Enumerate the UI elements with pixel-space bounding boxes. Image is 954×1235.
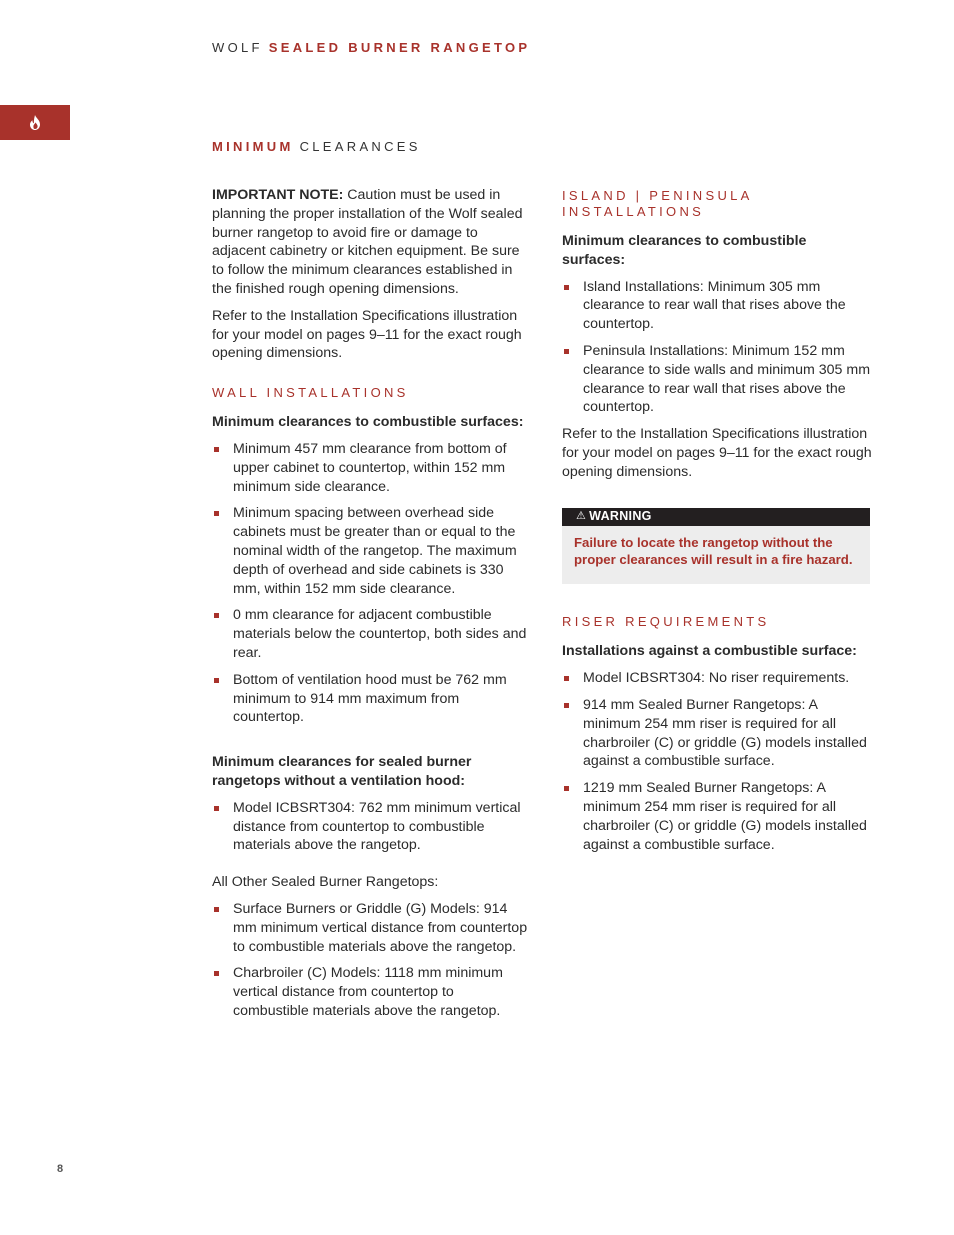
- flame-icon: [29, 115, 41, 130]
- list-item-text: Island Installations: Minimum 305 mm clearance to rear wall that rises above the countertop.: [583, 278, 846, 333]
- bullet-icon: [564, 703, 569, 708]
- wall-installations-heading: WALL INSTALLATIONS: [212, 385, 409, 401]
- important-note: [212, 186, 528, 299]
- list-item: [212, 900, 528, 956]
- section-title: [212, 139, 421, 154]
- list-item: [212, 964, 528, 1020]
- list-item-text: Minimum spacing between overhead side cabinets must be greater than or equal to the nominal width of the rangetop. The maximum depth of overhead and side cabinets is 330 mm, within 152 mm side clearance.: [233, 505, 517, 597]
- riser-subhead: Installations against a combustible surface:: [562, 643, 857, 660]
- bullet-icon: [214, 971, 219, 976]
- left-column: [212, 186, 528, 1029]
- list-item: [562, 342, 872, 417]
- list-item-text: 914 mm Sealed Burner Rangetops: A minimum 254 mm riser is required for all charbroiler (C) or griddle (G) models installed against a combustible surface.: [583, 696, 867, 770]
- right-column: [562, 186, 872, 862]
- list-item-text: Minimum 457 mm clearance from bottom of upper cabinet to countertop, within 152 mm minimum side clearance.: [233, 440, 507, 495]
- important-note-text: Caution must be used in planning the proper installation of the Wolf sealed burner rangetop to avoid fire or damage to adjacent cabinetry or kitchen equipment. Be sure to follow the minimum clearances established in the finished rough opening dimensions.: [212, 187, 523, 297]
- island-heading: ISLAND | PENINSULA INSTALLATIONS: [562, 188, 752, 219]
- refer-paragraph: Refer to the Installation Specifications illustration for your model on pages 9–11 for the exact rough opening dimensions.: [562, 426, 872, 480]
- section-title-strong: MINIMUM: [212, 139, 294, 154]
- warning-header: [562, 508, 870, 526]
- wall-list: [212, 440, 528, 727]
- nohood-subhead: Minimum clearances for sealed burner rangetops without a ventilation hood:: [212, 754, 472, 789]
- nohood-list: [212, 799, 528, 855]
- list-item: [562, 669, 872, 688]
- bullet-icon: [564, 676, 569, 681]
- list-item-text: Model ICBSRT304: 762 mm minimum vertical distance from countertop to combustible materials above the rangetop.: [233, 799, 521, 854]
- list-item: [562, 779, 872, 854]
- riser-heading: RISER REQUIREMENTS: [562, 614, 770, 630]
- list-item: [212, 440, 528, 496]
- other-rangetops-label: All Other Sealed Burner Rangetops:: [212, 874, 439, 891]
- wall-subhead: Minimum clearances to combustible surfaces:: [212, 414, 524, 431]
- spacer: [212, 863, 528, 873]
- bullet-icon: [564, 285, 569, 290]
- bullet-icon: [214, 511, 219, 516]
- running-header: [212, 40, 530, 55]
- list-item: [562, 278, 872, 334]
- bullet-icon: [564, 349, 569, 354]
- list-item-text: Bottom of ventilation hood must be 762 mm minimum to 914 mm maximum from countertop.: [233, 671, 507, 726]
- warning-label: WARNING: [589, 509, 652, 524]
- island-subhead: Minimum clearances to combustible surfaces:: [562, 233, 807, 268]
- bullet-icon: [214, 678, 219, 683]
- header-product: SEALED BURNER RANGETOP: [268, 40, 531, 55]
- list-item-text: Model ICBSRT304: No riser requirements.: [583, 670, 850, 687]
- list-item-text: 1219 mm Sealed Burner Rangetops: A minimum 254 mm riser is required for all charbroiler (C) or griddle (G) models installed against a combustible surface.: [583, 780, 867, 853]
- warning-text: Failure to locate the rangetop without the proper clearances will result in a fire hazard.: [562, 526, 870, 585]
- list-item: [212, 606, 528, 662]
- page-number: 8: [57, 1163, 64, 1175]
- section-tab: [0, 105, 70, 140]
- other-list: [212, 900, 528, 1021]
- list-item-text: 0 mm clearance for adjacent combustible materials below the countertop, both sides and rear.: [233, 607, 527, 661]
- section-title-rest: CLEARANCES: [299, 139, 421, 154]
- list-item: [212, 504, 528, 598]
- refer-paragraph: Refer to the Installation Specifications illustration for your model on pages 9–11 for the exact rough opening dimensions.: [212, 307, 522, 362]
- spacer: [212, 735, 528, 753]
- list-item-text: Surface Burners or Griddle (G) Models: 914 mm minimum vertical distance from countertop to combustible materials above the rangetop.: [233, 900, 528, 955]
- list-item: [212, 671, 528, 727]
- list-item: [212, 799, 528, 855]
- header-brand: WOLF: [212, 40, 263, 55]
- bullet-icon: [564, 786, 569, 791]
- important-note-label: IMPORTANT NOTE:: [212, 187, 344, 203]
- list-item-text: Peninsula Installations: Minimum 152 mm clearance to side walls and minimum 305 mm clearance to rear wall that rises above the countertop.: [583, 342, 871, 416]
- bullet-icon: [214, 806, 219, 811]
- bullet-icon: [214, 613, 219, 618]
- warning-box: [562, 508, 870, 585]
- bullet-icon: [214, 907, 219, 912]
- list-item: [562, 696, 872, 771]
- warning-triangle-icon: ⚠: [576, 510, 587, 523]
- riser-list: [562, 669, 872, 854]
- island-list: [562, 278, 872, 418]
- list-item-text: Charbroiler (C) Models: 1118 mm minimum vertical distance from countertop to combustible materials above the rangetop.: [233, 965, 503, 1019]
- bullet-icon: [214, 447, 219, 452]
